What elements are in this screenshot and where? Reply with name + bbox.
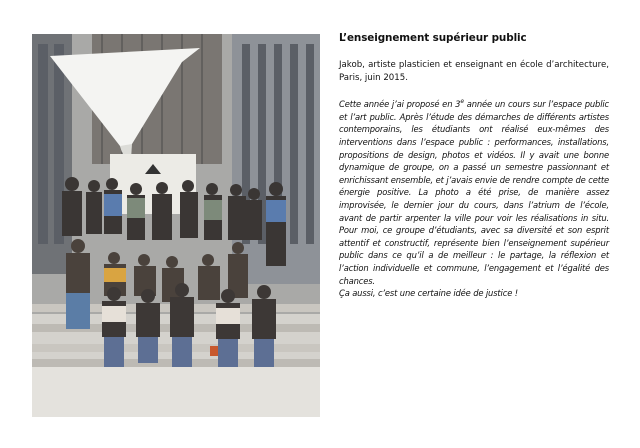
ordinal-suffix: e xyxy=(460,98,464,106)
testimony-part-2: année un cours sur l’espace public et l’art public. Après l’étude des démarches de différents artistes contemporains, les étudiants ont réalisé eux-mêmes des interventions dans l’espace public : performances, installations, propositions de design, photos et vidéos. Il y avait une bonne dynamique de groupe, on a passé un semestre passionnant et enrichissant ensemble, et j’avais envie de rendre compte de cette énergie positive. La photo a été prise, de manière assez improvisée, le dernier jour du cours, dans l’atrium de l’école, avant de partir arpenter la ville pour voir les réalisations in situ. Pour moi, ce groupe d’étudiants, avec sa diversité et son esprit attentif et constructif, représente bien l’enseignement supérieur public dans ce qu’il a de meilleur : le partage, la réflexion et l’action individuelle et commune, l’engagement et l’égalité des chances. xyxy=(339,99,610,286)
testimony-part-1: Cette année j’ai proposé en 3 xyxy=(339,99,461,110)
testimony-text xyxy=(339,98,609,300)
photo-caption: Jakob, artiste plasticien et enseignant en école d’architecture, Paris, juin 2015. xyxy=(339,60,609,83)
group-photo xyxy=(32,34,320,417)
testimony-closing: Ça aussi, c’est une certaine idée de justice ! xyxy=(339,288,518,299)
section-heading: L’enseignement supérieur public xyxy=(339,32,527,44)
text-column xyxy=(339,32,609,300)
